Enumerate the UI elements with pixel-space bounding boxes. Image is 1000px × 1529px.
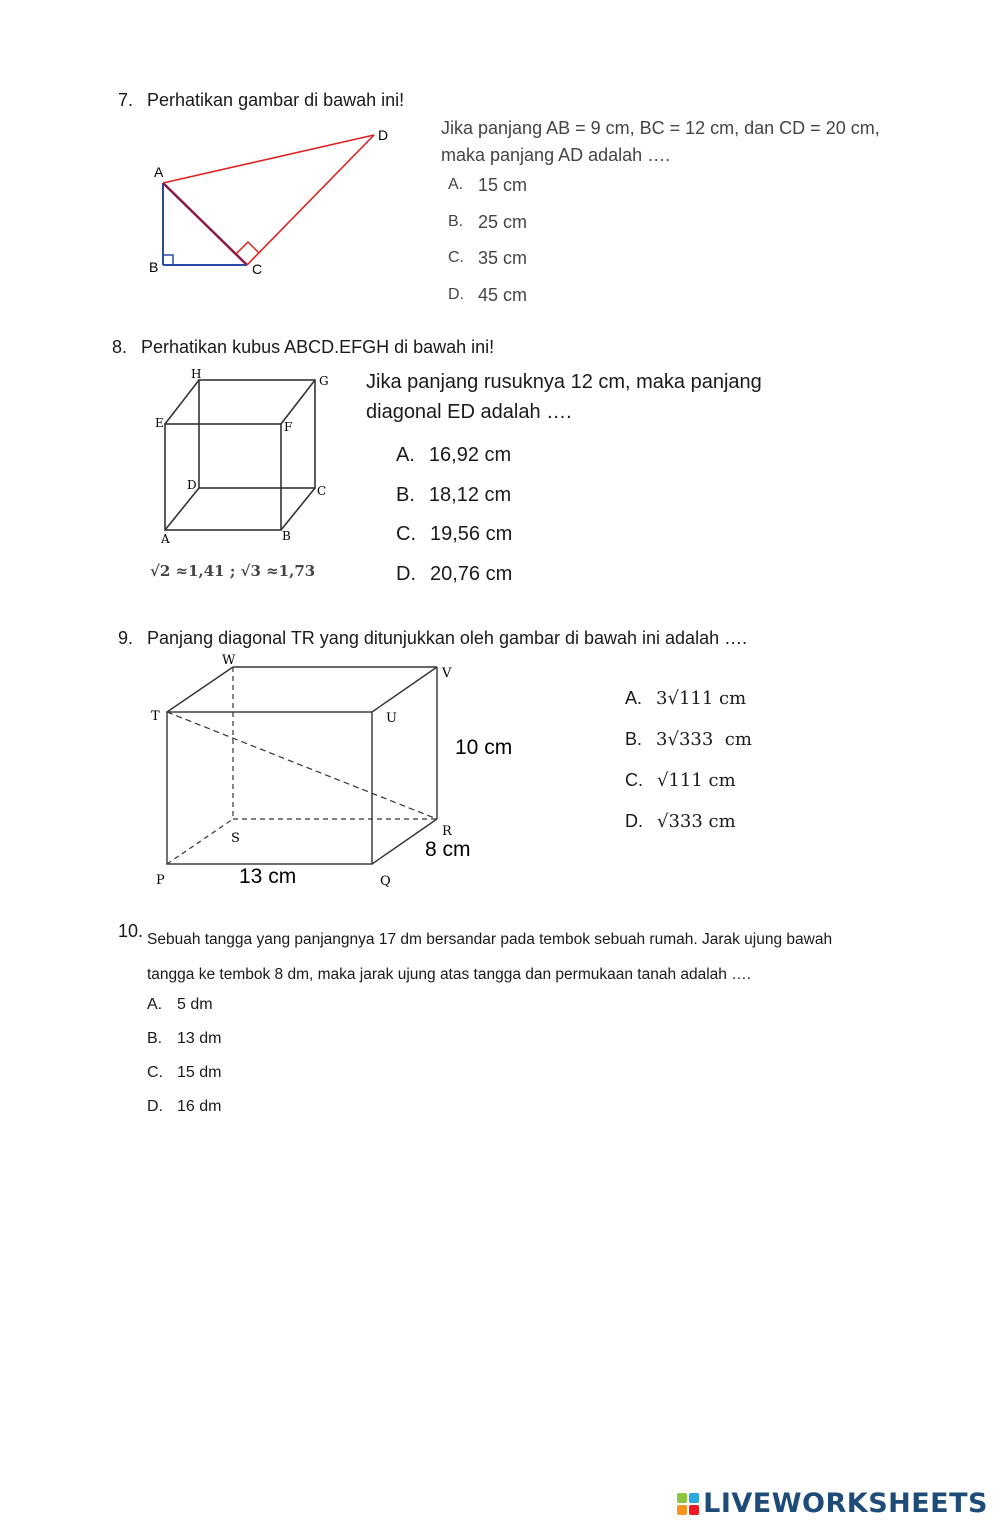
option-value: 18,12 cm — [428, 483, 512, 506]
option-letter: B. — [625, 729, 643, 749]
q9-option-b[interactable] — [625, 719, 752, 760]
liveworksheets-logo[interactable] — [677, 1488, 988, 1519]
q8-text-line2: diagonal ED adalah …. — [366, 401, 572, 423]
option-letter: A. — [625, 688, 643, 708]
option-letter: B. — [396, 483, 415, 506]
q9-label-T: T — [151, 709, 160, 724]
q8-option-b[interactable] — [396, 476, 512, 516]
q8-label-B: B — [282, 529, 291, 543]
q9-option-d[interactable] — [625, 801, 752, 842]
option-letter: C. — [448, 249, 464, 266]
q8-option-a[interactable] — [396, 436, 512, 476]
option-value: √111 cm — [657, 770, 736, 791]
q9-options — [625, 678, 752, 842]
q7-option-a[interactable] — [448, 167, 527, 204]
option-letter: C. — [396, 523, 416, 545]
option-letter: A. — [396, 444, 415, 466]
q8-header — [112, 337, 494, 358]
brand-name: LIVEWORKSHEETS — [703, 1488, 988, 1519]
option-value: 16 dm — [177, 1098, 222, 1115]
q9-number: 9. — [118, 628, 134, 648]
q10-options — [147, 988, 221, 1124]
q10-option-a[interactable] — [147, 988, 221, 1022]
q7-triangle-figure — [140, 120, 400, 280]
q7-header — [118, 90, 404, 111]
q7-label-D: D — [378, 127, 389, 143]
option-value: 25 cm — [478, 211, 528, 232]
option-value: 16,92 cm — [428, 444, 512, 466]
q7-label-A: A — [154, 164, 164, 180]
option-letter: D. — [396, 562, 416, 585]
option-letter: C. — [147, 1064, 163, 1081]
q7-question-text — [441, 115, 880, 169]
q9-label-S: S — [231, 831, 240, 846]
q10-text-line2: tangga ke tembok 8 dm, maka jarak ujung atas tangga dan permukaan tanah adalah …. — [147, 966, 752, 983]
q8-text-line1: Jika panjang rusuknya 12 cm, maka panjang — [366, 371, 762, 393]
q9-label-W: W — [222, 653, 236, 668]
q8-prompt: Perhatikan kubus ABCD.EFGH di bawah ini! — [141, 337, 495, 357]
option-value: 13 dm — [177, 1030, 222, 1047]
q7-prompt: Perhatikan gambar di bawah ini! — [147, 90, 405, 110]
q8-label-A: A — [161, 532, 170, 545]
q9-prompt: Panjang diagonal TR yang ditunjukkan oleh gambar di bawah ini adalah …. — [147, 628, 748, 648]
q8-label-G: G — [319, 374, 329, 388]
q9-option-c[interactable] — [625, 760, 752, 801]
q8-label-F: F — [284, 420, 293, 434]
option-value: 19,56 cm — [430, 523, 513, 545]
option-value: 20,76 cm — [430, 562, 513, 585]
q7-option-c[interactable] — [448, 240, 527, 277]
q9-label-U: U — [386, 711, 397, 726]
option-letter: D. — [448, 285, 464, 303]
q10-option-c[interactable] — [147, 1056, 221, 1090]
q9-label-Q: Q — [380, 874, 391, 889]
option-value: 45 cm — [478, 284, 528, 305]
option-letter: D. — [625, 811, 643, 831]
option-value: √333 cm — [657, 811, 736, 832]
option-value: 15 dm — [177, 1064, 222, 1081]
q8-label-D: D — [187, 478, 197, 492]
q7-options — [448, 167, 527, 313]
q9-dim-height: 10 cm — [455, 736, 513, 759]
q9-dim-width: 8 cm — [425, 838, 471, 861]
q9-label-V: V — [442, 666, 452, 681]
option-value: 3√111 cm — [656, 688, 747, 709]
q8-cube-figure — [145, 365, 345, 545]
option-letter: A. — [147, 996, 163, 1013]
option-letter: B. — [448, 212, 464, 230]
q7-text-line1: Jika panjang AB = 9 cm, BC = 12 cm, dan CD = 20 cm, — [441, 118, 880, 138]
q10-option-b[interactable] — [147, 1022, 221, 1056]
option-letter: A. — [448, 176, 464, 193]
q7-label-C: C — [252, 261, 263, 277]
q7-number: 7. — [118, 90, 134, 110]
q8-options — [396, 436, 512, 594]
option-letter: C. — [625, 770, 643, 790]
q8-label-E: E — [155, 416, 164, 430]
q9-label-R: R — [442, 824, 452, 839]
q7-option-d[interactable] — [448, 277, 527, 314]
q7-label-B: B — [149, 259, 159, 275]
q8-question-text — [366, 367, 762, 427]
option-value: 35 cm — [478, 248, 528, 268]
q8-number: 8. — [112, 337, 128, 357]
q7-option-b[interactable] — [448, 204, 527, 241]
q10-question-text — [147, 922, 832, 992]
option-value: 15 cm — [478, 175, 528, 195]
q9-option-a[interactable] — [625, 678, 752, 719]
q9-label-P: P — [156, 873, 165, 888]
liveworksheets-icon — [677, 1493, 699, 1515]
q9-cuboid-figure — [140, 650, 540, 895]
q8-label-C: C — [317, 484, 327, 498]
option-value: 5 dm — [177, 996, 213, 1013]
option-letter: D. — [147, 1098, 163, 1115]
option-letter: B. — [147, 1030, 163, 1047]
q10-number: 10. — [118, 921, 144, 941]
q7-text-line2: maka panjang AD adalah …. — [441, 145, 671, 165]
q8-hint: √2 ≈1,41 ; √3 ≈1,73 — [150, 562, 316, 580]
q8-option-d[interactable] — [396, 555, 512, 595]
option-value: 3√333 cm — [656, 729, 752, 750]
q8-option-c[interactable] — [396, 515, 512, 555]
q9-header — [118, 628, 747, 649]
q10-text-line1: Sebuah tangga yang panjangnya 17 dm bersandar pada tembok sebuah rumah. Jarak ujung bawah — [147, 931, 833, 948]
q8-label-H: H — [191, 367, 202, 381]
q10-option-d[interactable] — [147, 1090, 221, 1124]
q9-dim-length: 13 cm — [239, 865, 297, 888]
